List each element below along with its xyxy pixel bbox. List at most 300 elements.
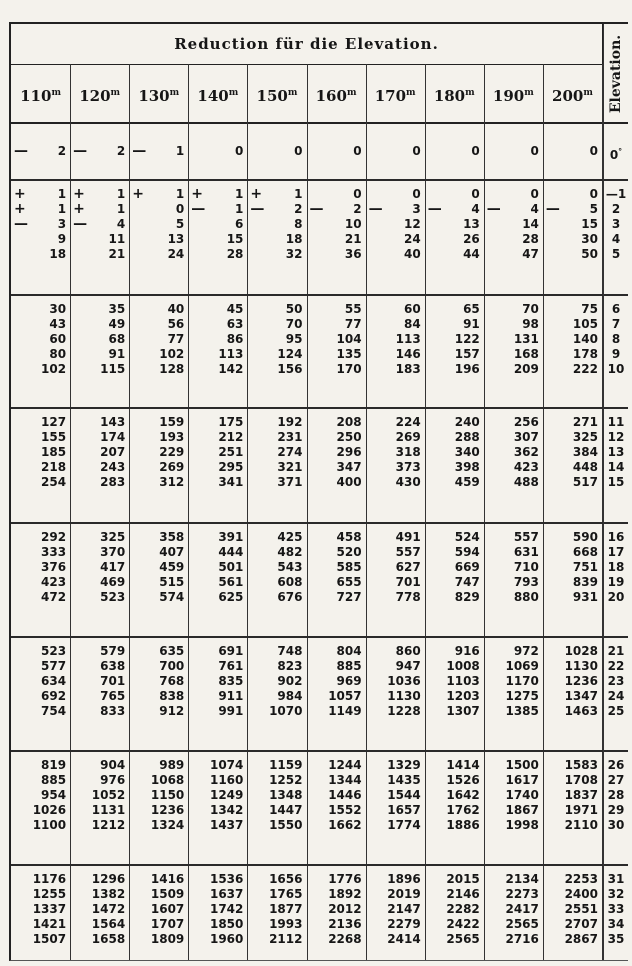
table-cell: 127 [41,415,67,429]
table-cell: 1 [57,187,67,201]
table-cell: 748 [277,644,303,658]
column-header: 160$^m$ [315,87,357,105]
table-cell: 2147 [387,902,421,917]
table-cell: 98 [522,317,539,332]
table-cell: 371 [277,475,303,490]
elevation-column-header [602,24,629,124]
table-cell: 574 [159,590,185,605]
table-cell: 1329 [387,758,421,772]
table-cell: 2414 [387,932,421,947]
table-cell: 398 [454,460,480,475]
table-cell: 1068 [150,773,185,788]
table-cell: 804 [336,644,362,658]
table-cell: 1414 [446,758,480,772]
table-cell: 269 [159,460,185,475]
column-header: 170$^m$ [374,87,416,105]
table-cell: 1552 [328,803,362,818]
table-cell: 283 [100,475,126,490]
table-cell: 1255 [32,887,67,902]
table-cell: 425 [277,530,303,544]
table-cell: 916 [454,644,480,658]
table-cell: 1296 [91,872,126,886]
table-cell: 969 [336,674,362,689]
table-cell: 50 [581,247,598,262]
table-cell: 577 [41,659,67,674]
table-cell: 931 [572,590,598,605]
table-cell: 1249 [209,788,244,803]
table-cell: 710 [513,560,539,575]
table-cell: 2019 [387,887,421,902]
table-cell: 1708 [564,773,598,788]
table-cell: 692 [41,689,67,704]
table-cell: 70 [285,317,303,332]
table-cell: 84 [403,317,421,332]
table-cell: 1307 [446,704,480,719]
table-cell: 754 [41,704,67,719]
table-cell: 146 [395,347,421,362]
elevation-value: 12 [607,430,625,445]
table-cell: 972 [513,644,539,658]
table-cell: 2 [116,143,126,158]
table-cell: 557 [513,530,539,544]
sign-glyph: + [132,186,144,202]
table-cell: 655 [336,575,362,590]
elevation-value: 29 [607,803,625,818]
table-cell: 2146 [446,887,480,902]
table-cell: 1 [116,202,126,217]
table-cell: 1774 [387,818,421,833]
group-rule [11,864,628,866]
table-cell: 829 [454,590,480,605]
elevation-value: 3 [611,217,621,232]
elevation-value: 22 [607,659,625,674]
sign-glyph: + [14,201,26,218]
sign-glyph: — [250,201,265,218]
table-cell: 2551 [564,902,598,917]
table-cell: 1892 [328,887,362,902]
table-cell: 131 [513,332,539,347]
table-cell: 1348 [269,788,303,803]
table-cell: 60 [403,302,421,316]
table-cell: 631 [513,545,539,560]
table-cell: 0 [235,143,244,158]
table-cell: 727 [336,590,362,605]
elevation-value: 2 [611,202,621,217]
table-cell: 6 [235,217,244,232]
table-cell: 0 [471,143,480,158]
table-cell: 1244 [328,758,362,772]
table-cell: 102 [159,347,185,362]
table-cell: 1642 [446,788,480,803]
table-cell: 991 [218,704,244,719]
table-cell: 14 [522,217,539,232]
table-cell: 271 [572,415,598,429]
elevation-value: 6 [611,302,621,316]
table-cell: 340 [454,445,480,460]
table-cell: 1583 [564,758,598,772]
table-cell: 140 [572,332,598,347]
table-cell: 376 [41,560,67,575]
table-cell: 196 [454,362,480,377]
table-cell: 1069 [505,659,539,674]
table-cell: 2279 [387,917,421,932]
group-rule [11,407,628,409]
table-cell: 1382 [91,887,126,902]
table-cell: 976 [100,773,126,788]
table-cell: 2112 [269,932,303,947]
table-cell: 333 [41,545,67,560]
table-cell: 8 [294,217,303,232]
table-cell: 523 [41,644,67,658]
table-cell: 1550 [269,818,303,833]
table-cell: 170 [336,362,362,377]
sign-glyph: + [73,201,85,218]
table-cell: 91 [108,347,126,362]
table-cell: 0 [412,187,421,201]
table-cell: 515 [159,575,185,590]
table-cell: 1160 [209,773,244,788]
table-cell: 49 [108,317,126,332]
table-cell: 635 [159,644,185,658]
elevation-value: 5 [611,247,621,262]
table-cell: 1100 [32,818,67,833]
table-cell: 142 [218,362,244,377]
table-cell: 1607 [150,902,185,917]
column-header: 130$^m$ [138,87,180,105]
table-cell: 124 [277,347,303,362]
table-cell: 12 [403,217,421,232]
table-cell: 102 [41,362,67,377]
column-header: 150$^m$ [256,87,298,105]
table-cell: 30 [49,302,67,316]
table-cell: 1008 [446,659,480,674]
table-cell: 2 [57,143,67,158]
table-cell: 312 [159,475,185,490]
table-cell: 143 [100,415,126,429]
table-cell: 156 [277,362,303,377]
sign-glyph: — [14,216,28,233]
table-cell: 1437 [209,818,244,833]
table-cell: 585 [336,560,362,575]
table-cell: 488 [513,475,539,490]
elevation-value: 9 [611,347,621,362]
table-cell: 902 [277,674,303,689]
table-cell: 2136 [328,917,362,932]
elevation-value: 32 [607,887,625,902]
table-cell: 251 [218,445,244,460]
table-cell: 21 [344,232,362,247]
table-cell: 4 [116,217,126,232]
table-cell: 523 [100,590,126,605]
table-cell: 1176 [32,872,67,886]
table-cell: 501 [218,560,244,575]
table-cell: 1236 [150,803,185,818]
table-cell: 2253 [564,872,598,886]
sign-glyph: — [427,201,442,218]
table-cell: 691 [218,644,244,658]
table-cell: 579 [100,644,126,658]
table-cell: 459 [454,475,480,490]
table-cell: 75 [581,302,598,316]
table-cell: 1742 [209,902,244,917]
table-cell: 768 [159,674,185,689]
table-cell: 0 [412,143,421,158]
table-cell: 1236 [564,674,598,689]
table-cell: 32 [285,247,303,262]
table-cell: 0 [353,187,362,201]
table-cell: 10 [344,217,362,232]
table-cell: 13 [167,232,185,247]
table-cell: 2273 [505,887,539,902]
table-cell: 274 [277,445,303,460]
table-cell: 157 [454,347,480,362]
table-cell: 860 [395,644,421,658]
table-cell: 60 [49,332,67,347]
sign-glyph: — [73,216,88,233]
table-cell: 43 [49,317,67,332]
table-cell: 358 [159,530,185,544]
table-cell: 1324 [150,818,185,833]
table-cell: 113 [218,347,244,362]
table-cell: 912 [159,704,185,719]
sign-glyph: — [191,201,206,218]
sign-glyph: — [545,201,560,218]
table-cell: 65 [463,302,480,316]
table-cell: 1212 [91,818,126,833]
elevation-value: 13 [607,445,625,460]
sign-glyph: — [368,201,383,218]
table-cell: 95 [285,332,303,347]
table-cell: 44 [463,247,480,262]
elevation-value: 16 [607,530,625,544]
table-cell: 1877 [269,902,303,917]
table-cell: 839 [572,575,598,590]
table-cell: 318 [395,445,421,460]
table-cell: 885 [336,659,362,674]
table-cell: 1070 [269,704,303,719]
table-cell: 91 [463,317,480,332]
table-cell: 2268 [328,932,362,947]
table-cell: 0 [175,202,185,217]
table-cell: 517 [572,475,598,490]
table-cell: 1617 [505,773,539,788]
table-cell: 2867 [564,932,598,947]
table-cell: 56 [167,317,185,332]
table-cell: 1707 [150,917,185,932]
table-cell: 24 [167,247,185,262]
table-cell: 175 [218,415,244,429]
table-cell: 1036 [387,674,421,689]
table-cell: 0 [589,187,598,201]
elevation-value: —1 [605,187,627,201]
table-cell: 1150 [150,788,185,803]
elevation-value: 7 [611,317,621,332]
table-cell: 1 [175,187,185,201]
table-cell: 1342 [209,803,244,818]
table-cell: 1028 [564,644,598,658]
table-cell: 105 [572,317,598,332]
table-cell: 701 [100,674,126,689]
table-cell: 1850 [209,917,244,932]
table-cell: 819 [41,758,67,772]
table-cell: 1 [57,202,67,217]
table-cell: 128 [159,362,185,377]
table-cell: 122 [454,332,480,347]
table-cell: 68 [108,332,126,347]
table-cell: 1776 [328,872,362,886]
table-cell: 459 [159,560,185,575]
table-cell: 0 [589,143,598,158]
table-cell: 28 [226,247,244,262]
table-cell: 444 [218,545,244,560]
table-cell: 2015 [446,872,480,886]
table-cell: 833 [100,704,126,719]
elevation-value: 8 [611,332,621,347]
table-cell: 2110 [564,818,598,833]
table-cell: 224 [395,415,421,429]
elevation-value: 33 [607,902,625,917]
sign-glyph: — [14,142,28,159]
table-cell: 192 [277,415,303,429]
table-cell: 400 [336,475,362,490]
table-cell: 1446 [328,788,362,803]
table-cell: 458 [336,530,362,544]
table-cell: 1074 [209,758,244,772]
table-cell: 1159 [269,758,303,772]
table-cell: 55 [344,302,362,316]
table-cell: 168 [513,347,539,362]
table-cell: 135 [336,347,362,362]
table-cell: 288 [454,430,480,445]
table-cell: 954 [41,788,67,803]
group-rule [11,294,628,296]
table-cell: 634 [41,674,67,689]
elevation-value: 34 [607,917,625,932]
table-cell: 2282 [446,902,480,917]
table-cell: 1971 [564,803,598,818]
table-cell: 700 [159,659,185,674]
table-cell: 159 [159,415,185,429]
table-cell: 1867 [505,803,539,818]
column-header: 200$^m$ [552,87,593,105]
table-cell: 1564 [91,917,126,932]
table-cell: 1170 [505,674,539,689]
elevation-value: 27 [607,773,625,788]
table-cell: 183 [395,362,421,377]
reduction-table [9,22,628,961]
table-cell: 2400 [564,887,598,902]
table-cell: 765 [100,689,126,704]
table-cell: 423 [513,460,539,475]
elevation-divider [603,24,604,960]
table-cell: 9 [57,232,67,247]
table-cell: 1057 [328,689,362,704]
table-cell: 28 [522,232,539,247]
table-cell: 222 [572,362,598,377]
table-cell: 231 [277,430,303,445]
table-cell: 208 [336,415,362,429]
table-cell: 1 [235,187,244,201]
table-cell: 1809 [150,932,185,947]
table-cell: 1131 [91,803,126,818]
table-cell: 1657 [387,803,421,818]
table-cell: 40 [403,247,421,262]
table-cell: 676 [277,590,303,605]
table-cell: 417 [100,560,126,575]
table-cell: 218 [41,460,67,475]
table-cell: 1447 [269,803,303,818]
table-cell: 885 [41,773,67,788]
sign-glyph: + [191,186,204,202]
table-cell: 155 [41,430,67,445]
table-cell: 321 [277,460,303,475]
table-cell: 823 [277,659,303,674]
table-cell: 625 [218,590,244,605]
table-cell: 212 [218,430,244,445]
table-cell: 18 [285,232,303,247]
table-cell: 669 [454,560,480,575]
group-rule [11,179,628,181]
elevation-value: 23 [607,674,625,689]
table-cell: 1837 [564,788,598,803]
elevation-value: 18 [607,560,625,575]
table-cell: 256 [513,415,539,429]
table-cell: 472 [41,590,67,605]
table-cell: 292 [41,530,67,544]
table-cell: 370 [100,545,126,560]
table-cell: 209 [513,362,539,377]
table-cell: 627 [395,560,421,575]
table-cell: 989 [159,758,185,772]
table-cell: 1960 [209,932,244,947]
table-cell: 45 [226,302,244,316]
table-cell: 1385 [505,704,539,719]
table-cell: 984 [277,689,303,704]
table-cell: 0 [294,143,303,158]
table-cell: 520 [336,545,362,560]
elevation-value: 10 [607,362,625,377]
table-cell: 2 [294,202,303,217]
table-cell: 384 [572,445,598,460]
elevation-value: 28 [607,788,625,803]
table-cell: 1435 [387,773,421,788]
table-cell: 638 [100,659,126,674]
table-cell: 778 [395,590,421,605]
elevation-value: 15 [607,475,625,490]
table-cell: 1500 [505,758,539,772]
table-cell: 561 [218,575,244,590]
table-cell: 1509 [150,887,185,902]
table-cell: 0 [530,187,539,201]
table-cell: 15 [226,232,244,247]
sign-glyph: + [250,186,263,202]
table-cell: 36 [344,247,362,262]
table-cell: 5 [175,217,185,232]
table-cell: 1637 [209,887,244,902]
table-cell: 30 [581,232,598,247]
table-cell: 1337 [32,902,67,917]
table-cell: 1 [294,187,303,201]
table-cell: 15 [581,217,598,232]
table-cell: 1052 [91,788,126,803]
table-cell: 35 [108,302,126,316]
table-cell: 185 [41,445,67,460]
elevation-label: Elevation. [608,34,624,114]
table-cell: 1347 [564,689,598,704]
sign-glyph: — [132,142,147,159]
table-cell: 3 [57,217,67,232]
table-cell: 747 [454,575,480,590]
